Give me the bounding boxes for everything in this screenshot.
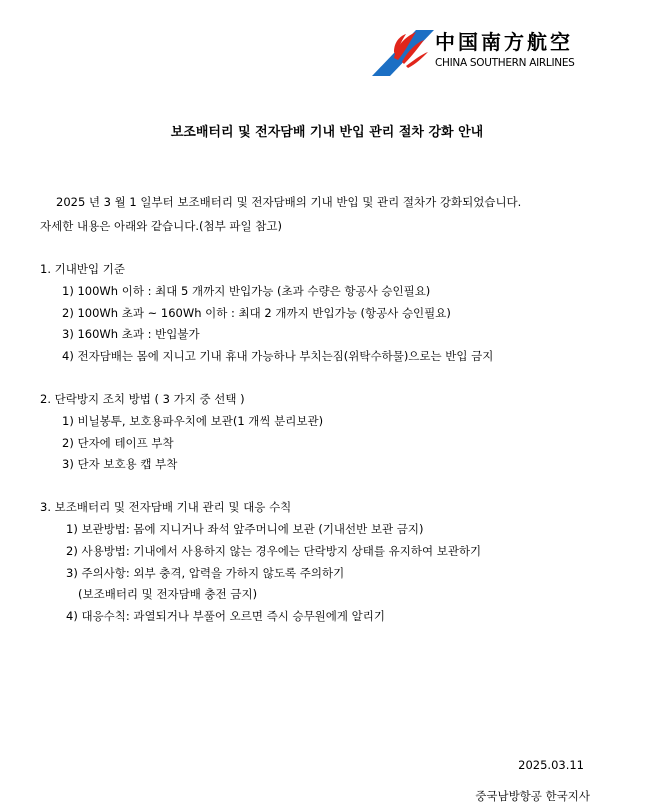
kapok-flower-icon	[372, 28, 434, 76]
section-1-heading: 1. 기내반입 기준	[40, 262, 125, 276]
section-3-item: 1) 보관방법: 몸에 지니거나 좌석 앞주머니에 보관 (기내선반 보관 금지)	[66, 522, 424, 536]
section-1-item: 1) 100Wh 이하 : 최대 5 개까지 반입가능 (초과 수량은 항공사 승인필요)	[62, 284, 431, 298]
section-1-item: 3) 160Wh 초과 : 반입불가	[62, 327, 200, 341]
section-2-item: 3) 단자 보호용 캡 부착	[62, 457, 178, 471]
section-3-item: 2) 사용방법: 기내에서 사용하지 않는 경우에는 단락방지 상태를 유지하여 보관하기	[66, 544, 482, 558]
section-3-item: 4) 대응수칙: 과열되거나 부풀어 오르면 즉시 승무원에게 알리기	[66, 609, 385, 623]
section-1-item: 2) 100Wh 초과 ~ 160Wh 이하 : 최대 2 개까지 반입가능 (항공사 승인필요)	[62, 306, 451, 320]
section-2-item: 2) 단자에 테이프 부착	[62, 436, 174, 450]
section-2-heading: 2. 단락방지 조치 방법 ( 3 가지 중 선택 )	[40, 392, 245, 406]
section-3-heading: 3. 보조배터리 및 전자담배 기내 관리 및 대응 수칙	[40, 500, 292, 514]
intro-line-2: 자세한 내용은 아래와 같습니다.(첨부 파일 참고)	[40, 219, 282, 233]
logo-name-en: CHINA SOUTHERN AIRLINES	[435, 57, 575, 69]
logo-name-zh: 中国南方航空	[435, 30, 573, 54]
section-3-item: 3) 주의사항: 외부 충격, 압력을 가하지 않도록 주의하기	[66, 566, 345, 580]
section-2-item: 1) 비닐봉투, 보호용파우치에 보관(1 개씩 분리보관)	[62, 414, 324, 428]
page-title: 보조배터리 및 전자담배 기내 반입 관리 절차 강화 안내	[170, 125, 484, 140]
section-3-item-note: (보조배터리 및 전자담배 충전 금지)	[78, 587, 258, 601]
document-signer: 중국남방항공 한국지사	[475, 789, 590, 803]
document-date: 2025.03.11	[518, 758, 584, 772]
company-logo	[372, 28, 602, 76]
section-1-item: 4) 전자담배는 몸에 지니고 기내 휴내 가능하나 부치는짐(위탁수하물)으로는 반입 금지	[62, 349, 494, 363]
intro-line-1: 2025 년 3 월 1 일부터 보조배터리 및 전자담배의 기내 반입 및 관리 절차가 강화되었습니다.	[56, 195, 522, 209]
